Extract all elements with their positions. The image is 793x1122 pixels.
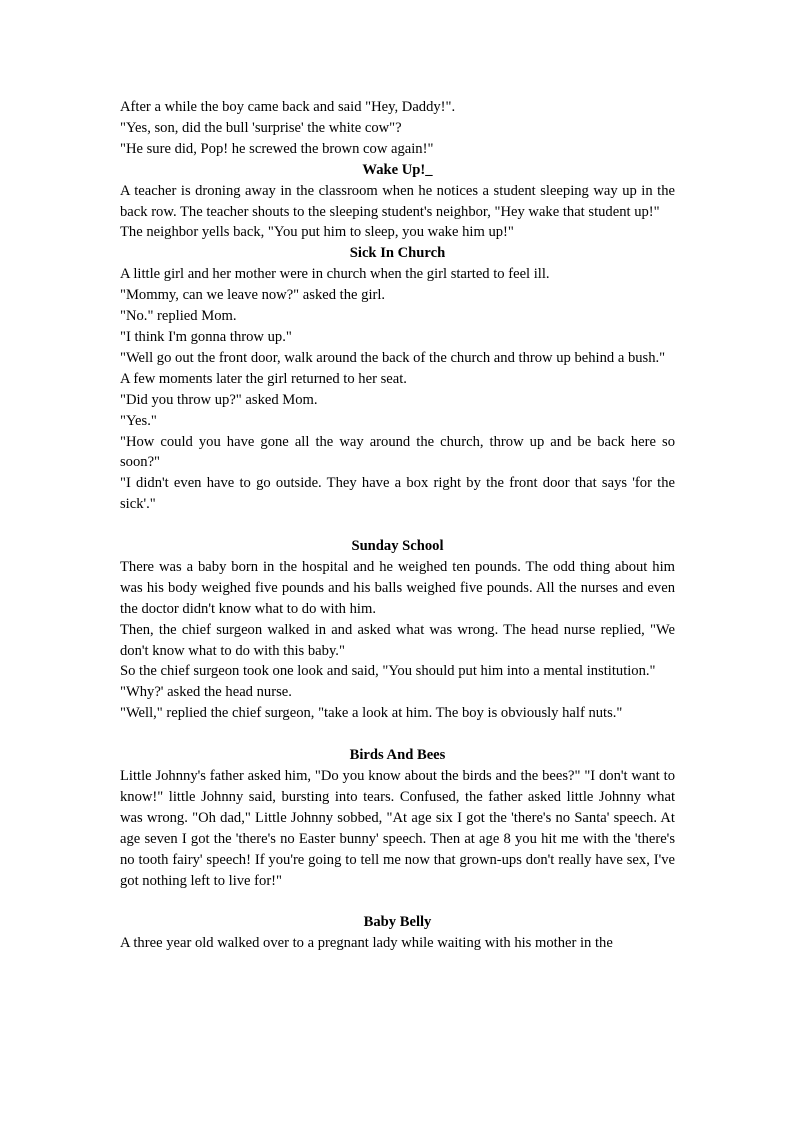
paragraph: "I didn't even have to go outside. They have a box right by the front door that says 'for the sick'." [120, 475, 675, 513]
paragraph: A few moments later the girl returned to her seat. [120, 370, 407, 387]
section-spacer [120, 515, 675, 536]
paragraph: A little girl and her mother were in church when the girl started to feel ill. [120, 266, 550, 283]
section-spacer [120, 891, 675, 912]
paragraph: There was a baby born in the hospital and he weighed ten pounds. The odd thing about him was his body weighed five pounds and his balls weighed five pounds. All the nurses and even the doctor didn't know what to do with him. [120, 558, 675, 617]
paragraph: A teacher is droning away in the classroom when he notices a student sleeping way up in the back row. The teacher shouts to the sleeping student's neighbor, "Hey wake that student up!" [120, 182, 675, 220]
paragraph: "Mommy, can we leave now?" asked the girl. [120, 287, 386, 304]
paragraph: "I think I'm gonna throw up." [120, 328, 292, 345]
paragraph: "How could you have gone all the way around the church, throw up and be back here so soon?" [120, 433, 675, 471]
paragraph: The neighbor yells back, "You put him to sleep, you wake him up!" [120, 224, 514, 241]
paragraph: "No." replied Mom. [120, 308, 237, 325]
paragraph: Then, the chief surgeon walked in and asked what was wrong. The head nurse replied, "We don't know what to do with this baby." [120, 621, 675, 659]
section-title-baby-belly: Baby Belly [363, 914, 432, 931]
section-title-sick-in-church: Sick In Church [349, 245, 446, 262]
paragraph: "Did you throw up?" asked Mom. [120, 391, 318, 408]
section-spacer [120, 724, 675, 745]
section-title-sunday-school: Sunday School [351, 538, 444, 555]
paragraph: "Well go out the front door, walk around the back of the church and throw up behind a bush." [120, 349, 666, 366]
intro-line: After a while the boy came back and said "Hey, Daddy!". [120, 99, 456, 115]
section-title-birds-and-bees: Birds And Bees [349, 747, 446, 764]
intro-line: "He sure did, Pop! he screwed the brown cow again!" [120, 140, 434, 157]
paragraph: So the chief surgeon took one look and said, "You should put him into a mental institution." [120, 663, 656, 680]
paragraph: A three year old walked over to a pregnant lady while waiting with his mother in the [120, 935, 613, 952]
paragraph: "Why?' asked the head nurse. [120, 684, 292, 701]
intro-line: "Yes, son, did the bull 'surprise' the white cow"? [120, 119, 402, 136]
paragraph: Little Johnny's father asked him, "Do you know about the birds and the bees?" "I don't want to know!" little Johnny said, bursting into tears. Confused, the father asked little Johnny what was wrong. "Oh dad," Little Johnny sobbed, "At age six I got the 'there's no Santa' speech. At age seven I got the 'there's no Easter bunny' speech. Then at age 8 you hit me with the 'there's no tooth fairy' speech! If you're going to tell me now that grown-ups don't really have sex, I've got nothing left to live for!" [120, 767, 675, 889]
paragraph: "Well," replied the chief surgeon, "take a look at him. The boy is obviously half nuts." [120, 705, 623, 722]
document-page [120, 97, 675, 954]
section-title-wake-up: Wake Up!_ [362, 161, 433, 178]
paragraph: "Yes." [120, 412, 157, 429]
